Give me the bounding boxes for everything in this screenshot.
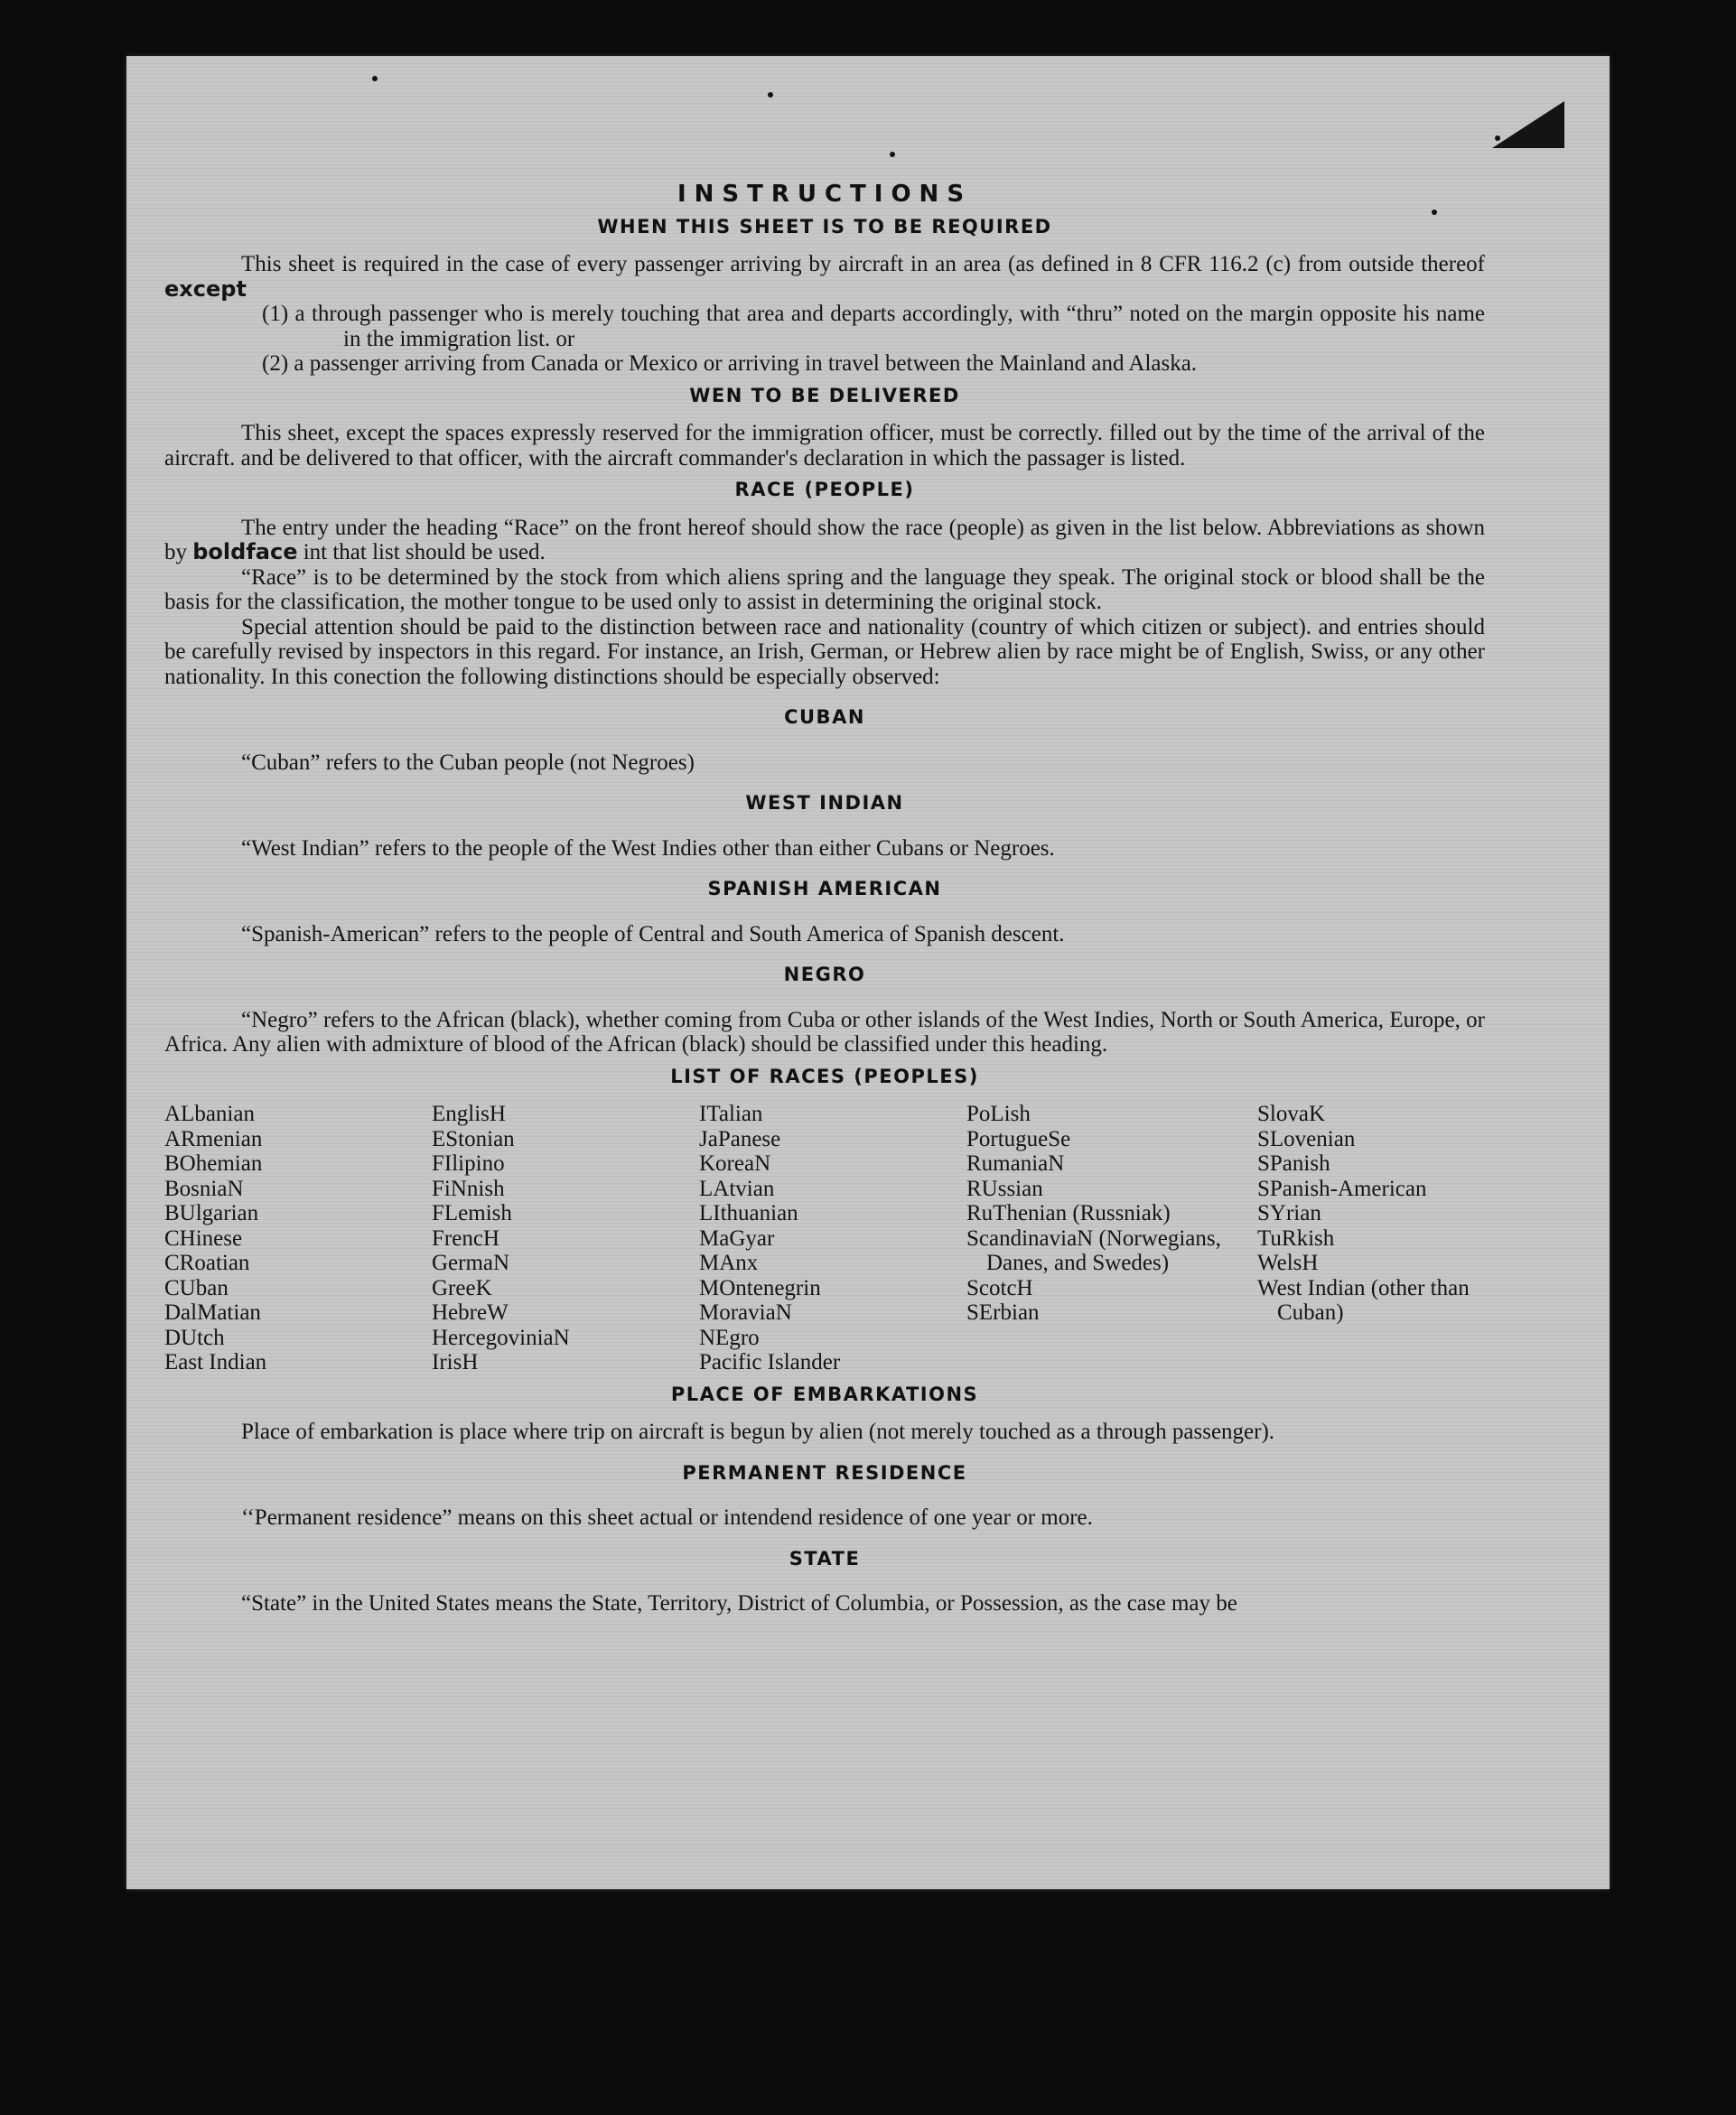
- ink-speck: [1495, 135, 1500, 141]
- when-required-text: This sheet is required in the case of every passenger arriving by aircraft in an area (as defined in 8 CFR 116.2 (c) from outside thereof except: [164, 252, 1485, 302]
- race-item: BosniaN: [164, 1176, 244, 1201]
- heading-state: STATE: [789, 1547, 861, 1570]
- heading-spanish-american: SPANISH AMERICAN: [707, 878, 942, 899]
- race-item: ALbanian: [164, 1102, 255, 1126]
- race-item: DalMatian: [164, 1300, 261, 1325]
- race-item: SLovenian: [1257, 1126, 1356, 1151]
- race-item: KoreaN: [699, 1151, 771, 1176]
- except-keyword: except: [164, 275, 247, 302]
- race-item: SYrian: [1257, 1201, 1321, 1225]
- ink-speck: [372, 76, 378, 81]
- state-text: “State” in the United States means the State, Territory, District of Columbia, or Possession, as the case may be: [241, 1591, 1237, 1616]
- instructions-content: [164, 182, 1485, 1617]
- race-item: SErbian: [966, 1300, 1040, 1325]
- race-item: MoraviaN: [699, 1300, 792, 1325]
- race-item: WelsH: [1257, 1251, 1319, 1275]
- race-item: RUssian: [966, 1176, 1043, 1201]
- race-item: ScandinaviaN (Norwegians, Danes, and Swedes): [966, 1225, 1221, 1275]
- race-paragraph-2: “Race” is to be determined by the stock from which aliens spring and the language they speak. The original stock or blood shall be the basis for the classification, the mother tongue to be used only to assist in determining the original stock.: [164, 564, 1485, 614]
- races-table: [164, 1102, 1485, 1375]
- race-item: FLemish: [432, 1201, 512, 1225]
- race-item: FIlipino: [432, 1151, 505, 1176]
- heading-permanent-residence: PERMANENT RESIDENCE: [682, 1461, 967, 1484]
- race-item: PortugueSe: [966, 1126, 1071, 1151]
- race-item: PoLish: [966, 1102, 1031, 1126]
- race-item: GermaN: [432, 1251, 510, 1275]
- race-item: Pacific Islander: [699, 1350, 841, 1374]
- document-sheet: [126, 56, 1610, 1889]
- ink-speck: [768, 92, 773, 98]
- race-item: CHinese: [164, 1225, 243, 1251]
- cuban-text: “Cuban” refers to the Cuban people (not Negroes): [241, 750, 695, 775]
- race-item: RuThenian (Russniak): [966, 1201, 1171, 1225]
- races-column-1: [164, 1102, 432, 1375]
- exception-item-1: (1) a through passenger who is merely touching that area and departs accordingly, with “thru” noted on the margin opposite his name in the immigration list. or: [262, 302, 1485, 351]
- page-title: INSTRUCTIONS: [677, 181, 973, 208]
- race-paragraph-1: The entry under the heading “Race” on the front hereof should show the race (people) as given in the list below. Abbreviations as shown by boldface int that list should be used.: [164, 515, 1485, 564]
- race-item: IrisH: [432, 1350, 479, 1374]
- race-item: TuRkish: [1257, 1225, 1335, 1251]
- races-column-2: [432, 1102, 699, 1375]
- torn-corner: [1492, 101, 1564, 148]
- race-item: HebreW: [432, 1300, 509, 1325]
- exception-item-2: (2) a passenger arriving from Canada or Mexico or arriving in travel between the Mainland and Alaska.: [262, 351, 1198, 376]
- races-column-3: [699, 1102, 966, 1375]
- race-item: JaPanese: [699, 1126, 781, 1151]
- spanish-american-text: “Spanish-American” refers to the people of Central and South America of Spanish descent.: [241, 921, 1065, 946]
- embarkation-text: Place of embarkation is place where trip on aircraft is begun by alien (not merely touched as a through passenger).: [241, 1420, 1275, 1444]
- race-item: EnglisH: [432, 1102, 506, 1126]
- heading-when-required: WHEN THIS SHEET IS TO BE REQUIRED: [597, 215, 1052, 238]
- race-item: West Indian (other than Cuban): [1257, 1275, 1470, 1325]
- race-item: SPanish-American: [1257, 1176, 1427, 1201]
- when-delivered-text: This sheet, except the spaces expressly reserved for the immigration officer, must be correctly. filled out by the time of the arrival of the aircraft. and be delivered to that officer, with the aircraft commander's declaration in which the passager is listed.: [164, 421, 1485, 471]
- boldface-keyword: boldface: [192, 539, 298, 564]
- race-item: LAtvian: [699, 1176, 775, 1201]
- race-item: CRoatian: [164, 1251, 250, 1275]
- race-item: MaGyar: [699, 1225, 775, 1251]
- race-item: ScotcH: [966, 1275, 1033, 1300]
- heading-cuban: CUBAN: [784, 706, 865, 728]
- race-item: MOntenegrin: [699, 1275, 821, 1300]
- heading-when-delivered: WEN TO BE DELIVERED: [689, 384, 960, 406]
- race-item: MAnx: [699, 1251, 759, 1275]
- race-item: BUlgarian: [164, 1201, 259, 1225]
- negro-text: “Negro” refers to the African (black), whether coming from Cuba or other islands of the West Indies, North or South America, Europe, or Africa. Any alien with admixture of blood of the African (black) should be classified under this heading.: [164, 1007, 1485, 1057]
- race-item: SPanish: [1257, 1151, 1330, 1176]
- race-item: BOhemian: [164, 1151, 263, 1176]
- race-item: ITalian: [699, 1102, 763, 1126]
- race-item: RumaniaN: [966, 1151, 1065, 1176]
- race-item: NEgro: [699, 1325, 760, 1350]
- race-item: FrencH: [432, 1225, 499, 1251]
- race-item: FiNnish: [432, 1176, 505, 1201]
- heading-embarkation: PLACE OF EMBARKATIONS: [670, 1383, 979, 1405]
- permanent-residence-text: ‘‘Permanent residence” means on this sheet actual or intendend residence of one year or more.: [241, 1505, 1093, 1530]
- race-item: ARmenian: [164, 1126, 263, 1151]
- race-item: CUban: [164, 1275, 229, 1300]
- races-column-5: [1257, 1102, 1485, 1375]
- race-item: SlovaK: [1257, 1102, 1325, 1126]
- heading-list-of-races: LIST OF RACES (PEOPLES): [670, 1065, 979, 1087]
- ink-speck: [890, 152, 895, 157]
- heading-race: RACE (PEOPLE): [734, 479, 915, 500]
- race-paragraph-3: Special attention should be paid to the distinction between race and nationality (country of which citizen or subject). and entries should be carefully revised by inspectors in this regard. For instance, an Irish, German, or Hebrew alien by race might be of English, Swiss, or any other nationality. In this conection the following distinctions should be especially observed:: [164, 614, 1485, 689]
- race-item: EStonian: [432, 1126, 515, 1151]
- west-indian-text: “West Indian” refers to the people of the West Indies other than either Cubans or Negroes.: [241, 835, 1055, 861]
- race-item: LIthuanian: [699, 1201, 798, 1225]
- heading-west-indian: WEST INDIAN: [745, 792, 904, 814]
- race-item: GreeK: [432, 1275, 492, 1300]
- race-item: East Indian: [164, 1350, 267, 1374]
- race-item: HercegoviniaN: [432, 1325, 570, 1350]
- races-column-4: [966, 1102, 1257, 1375]
- heading-negro: NEGRO: [783, 964, 866, 985]
- race-item: DUtch: [164, 1325, 225, 1350]
